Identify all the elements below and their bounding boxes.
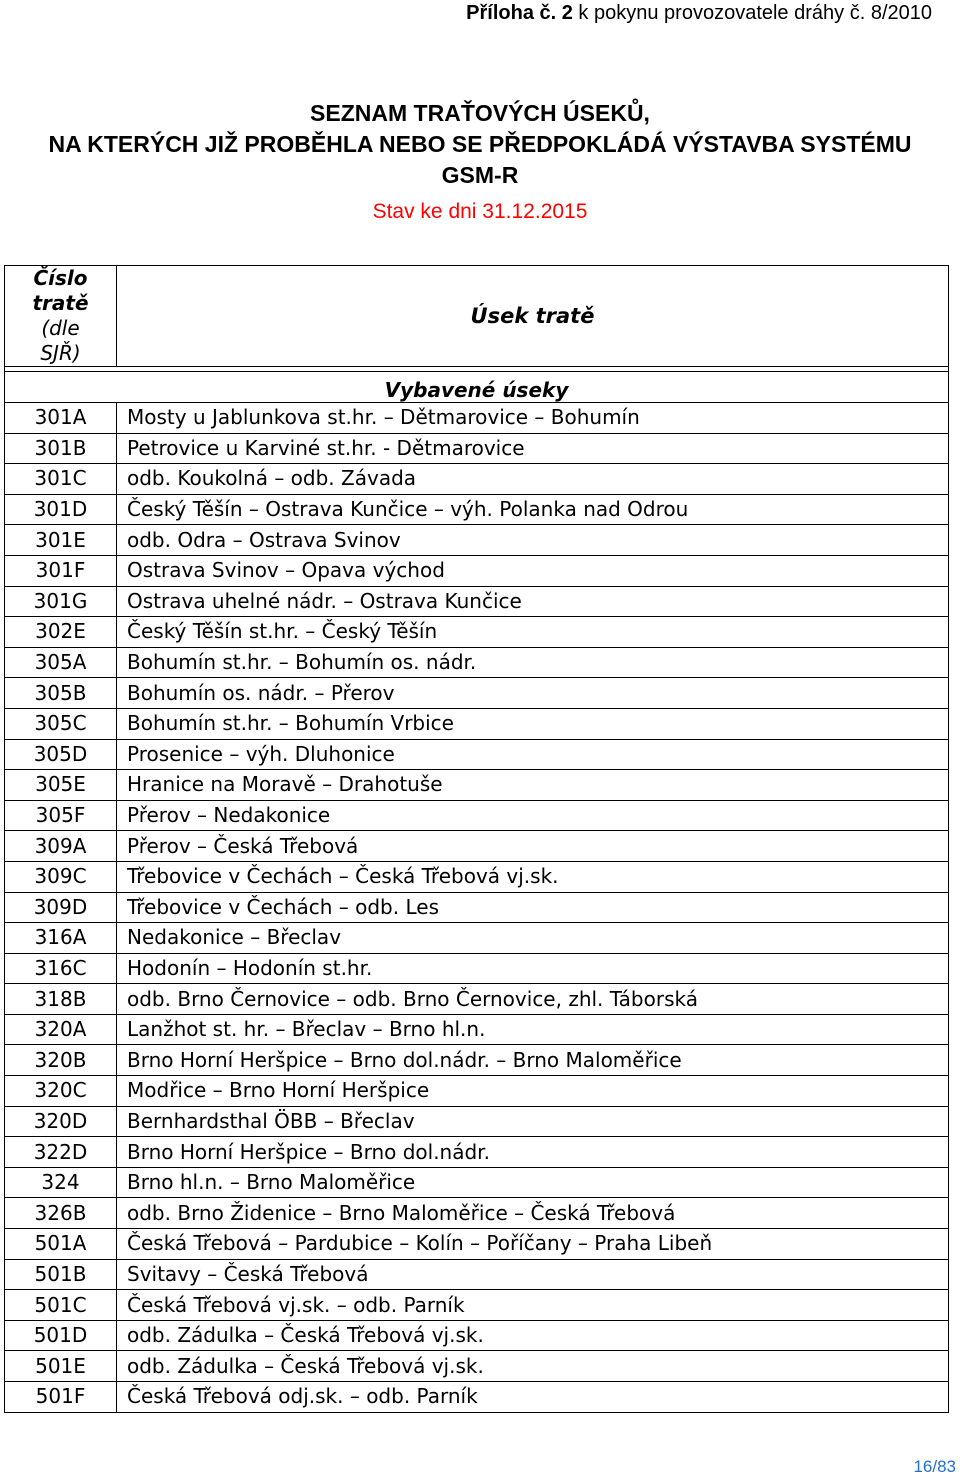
track-number-cell: 320B [5, 1045, 117, 1076]
table-row [5, 984, 949, 1015]
table-row [5, 617, 949, 648]
table-row [5, 1290, 949, 1321]
track-section-cell: odb. Zádulka – Česká Třebová vj.sk. [117, 1351, 949, 1382]
track-number-cell: 305D [5, 739, 117, 770]
track-number-cell: 305C [5, 708, 117, 739]
track-section-cell: Bohumín st.hr. – Bohumín os. nádr. [117, 647, 949, 678]
track-number-cell: 305B [5, 678, 117, 709]
header-number-line-4: SJŘ) [40, 341, 81, 365]
title-line-2: NA KTERÝCH JIŽ PROBĚHLA NEBO SE PŘEDPOKLÁDÁ VÝSTAVBA SYSTÉMU [48, 131, 912, 157]
track-section-cell: Český Těšín – Ostrava Kunčice – výh. Polanka nad Odrou [117, 494, 949, 525]
table-row [5, 1137, 949, 1168]
page-number: 16/83 [913, 1457, 956, 1476]
track-section-cell: Bohumín st.hr. – Bohumín Vrbice [117, 708, 949, 739]
track-number-cell: 324 [5, 1167, 117, 1198]
appendix-note [466, 0, 932, 26]
track-section-cell: Modřice – Brno Horní Heršpice [117, 1076, 949, 1107]
track-section-cell: Třebovice v Čechách – Česká Třebová vj.sk. [117, 861, 949, 892]
header-number-line-1: Číslo [33, 266, 88, 290]
track-number-cell: 301A [5, 403, 117, 434]
track-number-cell: 305E [5, 770, 117, 801]
table-row [5, 708, 949, 739]
track-section-cell: Bohumín os. nádr. – Přerov [117, 678, 949, 709]
table-row [5, 923, 949, 954]
track-section-cell: Ostrava Svinov – Opava východ [117, 555, 949, 586]
table-row [5, 525, 949, 556]
track-number-cell: 501A [5, 1229, 117, 1260]
title-line-3: GSM-R [441, 162, 519, 188]
track-section-cell: odb. Brno Černovice – odb. Brno Černovice, zhl. Táborská [117, 984, 949, 1015]
track-number-cell: 301G [5, 586, 117, 617]
track-section-cell: Mosty u Jablunkova st.hr. – Dětmarovice – Bohumín [117, 403, 949, 434]
table-row [5, 831, 949, 862]
track-section-cell: Přerov – Česká Třebová [117, 831, 949, 862]
track-section-cell: Český Těšín st.hr. – Český Těšín [117, 617, 949, 648]
track-number-cell: 322D [5, 1137, 117, 1168]
appendix-note-bold: Příloha č. 2 [466, 2, 573, 24]
track-section-cell: Brno Horní Heršpice – Brno dol.nádr. [117, 1137, 949, 1168]
table-header-row [5, 266, 949, 367]
table-row [5, 403, 949, 434]
track-number-cell: 301B [5, 433, 117, 464]
track-number-cell: 301D [5, 494, 117, 525]
track-section-cell: Hodonín – Hodonín st.hr. [117, 953, 949, 984]
track-number-cell: 309C [5, 861, 117, 892]
table-row [5, 647, 949, 678]
track-number-cell: 301F [5, 555, 117, 586]
track-number-cell: 301E [5, 525, 117, 556]
track-section-cell: odb. Odra – Ostrava Svinov [117, 525, 949, 556]
track-section-cell: odb. Zádulka – Česká Třebová vj.sk. [117, 1320, 949, 1351]
track-section-cell: Česká Třebová odj.sk. – odb. Parník [117, 1382, 949, 1413]
track-section-cell: Česká Třebová vj.sk. – odb. Parník [117, 1290, 949, 1321]
table-row [5, 1259, 949, 1290]
track-sections-table [4, 265, 949, 1413]
track-number-cell: 309A [5, 831, 117, 862]
track-number-cell: 316A [5, 923, 117, 954]
table-row [5, 1351, 949, 1382]
track-number-cell: 501D [5, 1320, 117, 1351]
header-track-number [5, 266, 117, 367]
title-line-1: SEZNAM TRAŤOVÝCH ÚSEKŮ, [310, 100, 650, 126]
track-number-cell: 320D [5, 1106, 117, 1137]
table-row [5, 861, 949, 892]
track-section-cell: Hranice na Moravě – Drahotuše [117, 770, 949, 801]
track-section-cell: odb. Koukolná – odb. Závada [117, 464, 949, 495]
track-section-cell: Petrovice u Karviné st.hr. - Dětmarovice [117, 433, 949, 464]
track-section-cell: Třebovice v Čechách – odb. Les [117, 892, 949, 923]
track-section-cell: Nedakonice – Břeclav [117, 923, 949, 954]
track-section-cell: Svitavy – Česká Třebová [117, 1259, 949, 1290]
table-row [5, 464, 949, 495]
track-number-cell: 302E [5, 617, 117, 648]
track-section-cell: Přerov – Nedakonice [117, 800, 949, 831]
track-number-cell: 501C [5, 1290, 117, 1321]
track-section-cell: Česká Třebová – Pardubice – Kolín – Poříčany – Praha Libeň [117, 1229, 949, 1260]
table-row [5, 1106, 949, 1137]
table-row [5, 1198, 949, 1229]
header-number-line-2: tratě [32, 291, 89, 315]
table-row [5, 1045, 949, 1076]
track-number-cell: 501E [5, 1351, 117, 1382]
track-section-cell: Prosenice – výh. Dluhonice [117, 739, 949, 770]
track-section-cell: Bernhardsthal ÖBB – Břeclav [117, 1106, 949, 1137]
table-row [5, 770, 949, 801]
track-section-cell: Brno Horní Heršpice – Brno dol.nádr. – Brno Maloměřice [117, 1045, 949, 1076]
track-section-cell: Ostrava uhelné nádr. – Ostrava Kunčice [117, 586, 949, 617]
track-number-cell: 305F [5, 800, 117, 831]
track-section-cell: odb. Brno Židenice – Brno Maloměřice – Česká Třebová [117, 1198, 949, 1229]
track-section-cell: Brno hl.n. – Brno Maloměřice [117, 1167, 949, 1198]
status-date: Stav ke dni 31.12.2015 [372, 200, 588, 223]
table-row [5, 1382, 949, 1413]
track-number-cell: 301C [5, 464, 117, 495]
table-row [5, 892, 949, 923]
track-number-cell: 326B [5, 1198, 117, 1229]
table-row [5, 739, 949, 770]
track-number-cell: 305A [5, 647, 117, 678]
table-row [5, 494, 949, 525]
table-row [5, 1076, 949, 1107]
appendix-note-rest: k pokynu provozovatele dráhy č. 8/2010 [572, 2, 932, 24]
track-number-cell: 318B [5, 984, 117, 1015]
track-number-cell: 316C [5, 953, 117, 984]
group-label-row [5, 372, 949, 403]
track-number-cell: 320C [5, 1076, 117, 1107]
table-row [5, 555, 949, 586]
table-row [5, 586, 949, 617]
track-number-cell: 501B [5, 1259, 117, 1290]
table-row [5, 678, 949, 709]
table-row [5, 433, 949, 464]
header-track-section: Úsek tratě [117, 266, 949, 367]
group-label: Vybavené úseky [5, 372, 949, 403]
table-row [5, 953, 949, 984]
track-section-cell: Lanžhot st. hr. – Břeclav – Brno hl.n. [117, 1014, 949, 1045]
table-row [5, 1167, 949, 1198]
table-row [5, 1320, 949, 1351]
table-row [5, 800, 949, 831]
header-number-line-3: (dle [41, 316, 80, 340]
table-row [5, 1229, 949, 1260]
track-number-cell: 501F [5, 1382, 117, 1413]
track-number-cell: 320A [5, 1014, 117, 1045]
table-row [5, 1014, 949, 1045]
document-title [0, 98, 960, 191]
track-number-cell: 309D [5, 892, 117, 923]
